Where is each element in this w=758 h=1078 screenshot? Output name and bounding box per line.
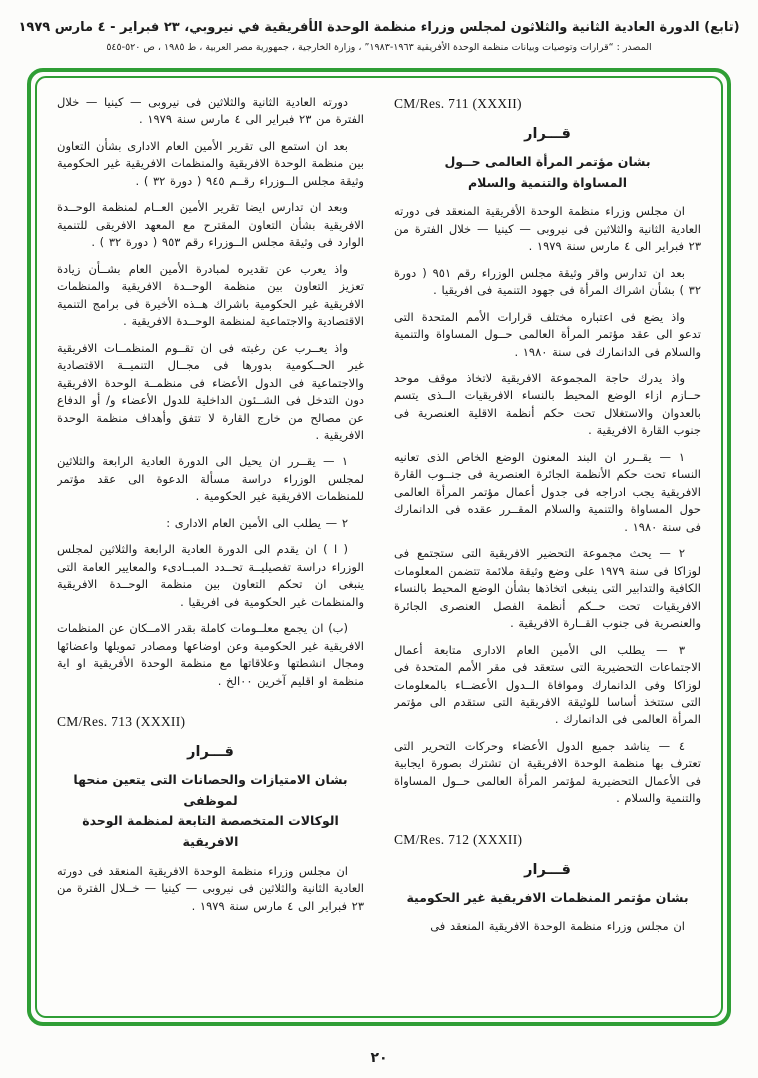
paragraph: وبعد ان تدارس ايضا تقرير الأمين العــام لمنظمة الوحــدة الافريقية بشأن التعاون المقترح مع المعهد الافريقى للتنمية الوارد فى وثيقة مجلس الــوزراء رقم ٩٥٣ ( دورة ٣٢ ) .: [57, 200, 364, 250]
resolution-713-title: قـــرار: [187, 744, 234, 761]
page-number: ٢٠: [370, 1050, 388, 1066]
paragraph: واذ يعــرب عن رغبته فى ان تقــوم المنظمــات الافريقية غير الحــكومية بدورها فى مجــال التنميــة الاقتصادية والاجتماعية فى الدول الأعضاء فى منظمــة الوحدة الافريقية دون التدخل فى الشــئون الداخلية للدول الأعضاء و/ أو الدفاع عن مصالح من خارج القارة لا تتفق وأهداف منظمة الوحدة الافريقية .: [57, 340, 364, 442]
header-session-title: (تابع) الدورة العادية الثانية والثلاثون لمجلس وزراء منظمة الوحدة الأفريقية في نيروبي، ٢٣ فبراير - ٤ مارس ١٩٧٩: [18, 20, 740, 35]
column-left: [57, 92, 364, 1006]
resolution-711-subtitle-line1: بشان مؤتمر المرأة العالمى حــول: [444, 154, 651, 169]
resolution-id-711: CM/Res. 711 (XXXII): [394, 96, 522, 111]
paragraph: واذ يضع فى اعتباره مختلف قرارات الأمم المتحدة التى تدعو الى عقد مؤتمر المرأة العالمى حــول المساواة والتنمية والسلام فى الدانمارك فى سنة ١٩٨٠ .: [394, 309, 701, 359]
resolution-712-subtitle: بشان مؤتمر المنظمات الافريقية غير الحكومية: [406, 889, 689, 905]
resolution-711-subtitle-line2: المساواة والتنمية والسلام: [467, 174, 628, 190]
paragraph: بعد ان تدارس واقر وثيقة مجلس الوزراء رقم ٩٥١ ( دورة ٣٢ ) بشأن اشراك المرأة فى جهود التنمية فى افريقيا .: [394, 265, 701, 298]
column-right: [394, 92, 701, 1006]
paragraph: ١ — يقــرر ان يحيل الى الدورة العادية الرابعة والثلاثين لمجلس الوزراء دراسة مسألة الدعوة الى عقد مؤتمر للمنظمات الافريقية غير الحكومية .: [57, 454, 364, 504]
header-source-citation: المصدر : “قرارات وتوصيات وبيانات منظمة الوحدة الأفريقية ١٩٦٣-١٩٨٣” ، وزارة الخارجية ، جمهورية مصر العربية ، ط ١٩٨٥ ، ص ٥٢٠-٥٤٥: [106, 42, 652, 53]
document-header: [0, 0, 758, 53]
resolution-713-subtitle-line1: بشان الامتيازات والحصانات التى يتعين منحها لموظفى: [73, 772, 348, 808]
resolution-713-subtitle-line2: الوكالات المتخصصة التابعة لمنظمة الوحدة الافريقية: [82, 813, 339, 849]
paragraph: ٣ — يطلب الى الأمين العام الادارى متابعة أعمال الاجتماعات التحضيرية التى ستعقد فى مقر الأمم المتحدة فى لوزاكا وفى الدانمارك وموافاة الــدول الأعضــاء بالمعلومات التى ستتخذ أساسا للوثيقة الافريقية التى ستقدم الى مؤتمر المرأة العالمى فى الدانمارك .: [394, 642, 701, 727]
paragraph: بعد ان استمع الى تقرير الأمين العام الادارى بشأن التعاون بين منظمة الوحدة الافريقية والمنظمات الافريقية غير الحكومية وثيقة مجلس الــوزراء رقــم ٩٤٥ ( دورة ٣٢ ) .: [57, 138, 364, 188]
paragraph: واذ يعرب عن تقديره لمبادرة الأمين العام بشــأن زيادة تعزيز التعاون بين منظمة الوحــدة الافريقية والمنظمات الافريقية غير الحكومية باشراك هــذه الأخيرة فى برامج التنمية الاقتصادية والاجتماعية لمنظمة الوحــدة الافريقية .: [57, 261, 364, 329]
resolution-711-subtitle: [394, 152, 701, 193]
resolution-712-title: قـــرار: [524, 861, 571, 878]
paragraph: ٤ — يناشد جميع الدول الأعضاء وحركات التحرير التى تعترف بها منظمة الوحدة الافريقية ان تشترك بصورة ايجابية فى الأعمال التحضيرية لمؤتمر المرأة العالمى حــول المساواة والتنمية والسلام .: [394, 738, 701, 806]
paragraph: ٢ — يحث مجموعة التحضير الافريقية التى ستجتمع فى لوزاكا فى سنة ١٩٧٩ على وضع وثيقة ملائمة تتضمن المعلومات الكافية والتدابير التى ينبغى اتخاذها بشأن الوضع المحيط بالنساء الافريقيات تحت حــكم أنظمة الفصل العنصرى الجائرة والعنصرية فى جنوب القــارة الافريقية .: [394, 546, 701, 631]
green-inner-frame: [35, 76, 723, 1018]
resolution-711-title: قـــرار: [524, 126, 571, 142]
resolution-id-712: CM/Res. 712 (XXXII): [394, 831, 523, 847]
green-double-frame: [27, 68, 731, 1026]
paragraph: ان مجلس وزراء منظمة الوحدة الافريقية المنعقد فى: [430, 919, 685, 934]
paragraph: ( ا ) ان يقدم الى الدورة العادية الرابعة والثلاثين لمجلس الوزراء دراسة تفصيليــة تحــدد المبــادىء والمعايير العامة التى ينبغى ان تحكم التعاون بين منظمة الوحــدة الافريقية والمنظمات غير الحكومية فى افريقيا .: [57, 542, 364, 609]
resolution-id-713: CM/Res. 713 (XXXII): [57, 714, 186, 730]
resolution-713-subtitle: [57, 770, 364, 853]
paragraph: ان مجلس وزراء منظمة الوحدة الأفريقية المنعقد فى دورته العادية الثانية والثلاثين فى نيروبى — كينيا — خلال الفترة من ٢٣ فبراير الى ٤ مارس سنة ١٩٧٩ .: [394, 204, 701, 254]
two-column-text-area: [57, 92, 701, 1006]
paragraph: ٢ — يطلب الى الأمين العام الادارى :: [166, 515, 348, 530]
paragraph: ان مجلس وزراء منظمة الوحدة الافريقية المنعقد فى دورته العادية الثانية والثلاثين فى نيروبى — كينيا — خــلال الفترة من ٢٣ فبراير الى ٤ مارس سنة ١٩٧٩ .: [57, 863, 364, 913]
paragraph: ١ — يقــرر ان البند المعنون الوضع الخاص الذى تعانيه النساء تحت حكم الأنظمة الجائرة العنصرية فى جنــوب القارة الافريقية يجب ادراجه فى جدول أعمال مؤتمر المرأة العالمى حول المساواة والتنمية والسلام المقــرر عقده فى الدانمارك فى سنة ١٩٨٠ .: [394, 449, 701, 534]
paragraph: دورته العادية الثانية والثلاثين فى نيروبى — كينيا — خلال الفترة من ٢٣ فبراير الى ٤ مارس سنة ١٩٧٩ .: [57, 95, 364, 127]
paragraph: (ب) ان يجمع معلــومات كاملة بقدر الامــكان عن المنظمات الافريقية غير الحكومية وعن اوضاعها ومصادر تمويلها واعضائها ومجال انشطتها وعلاقاتها مع منظمة الوحدة الأفريقية او اية منظمة او اقليم آخرين ٠٠الخ .: [57, 621, 364, 688]
paragraph: واذ يدرك حاجة المجموعة الافريقية لاتخاذ موقف موحد حــازم ازاء الوضع المحيط بالنساء الافريقيات الــذى يتسم بالعدوان والاستغلال تحت حكم أنظمة الاقلية العنصرية فى جنوب القارة الافريقية .: [394, 371, 701, 438]
